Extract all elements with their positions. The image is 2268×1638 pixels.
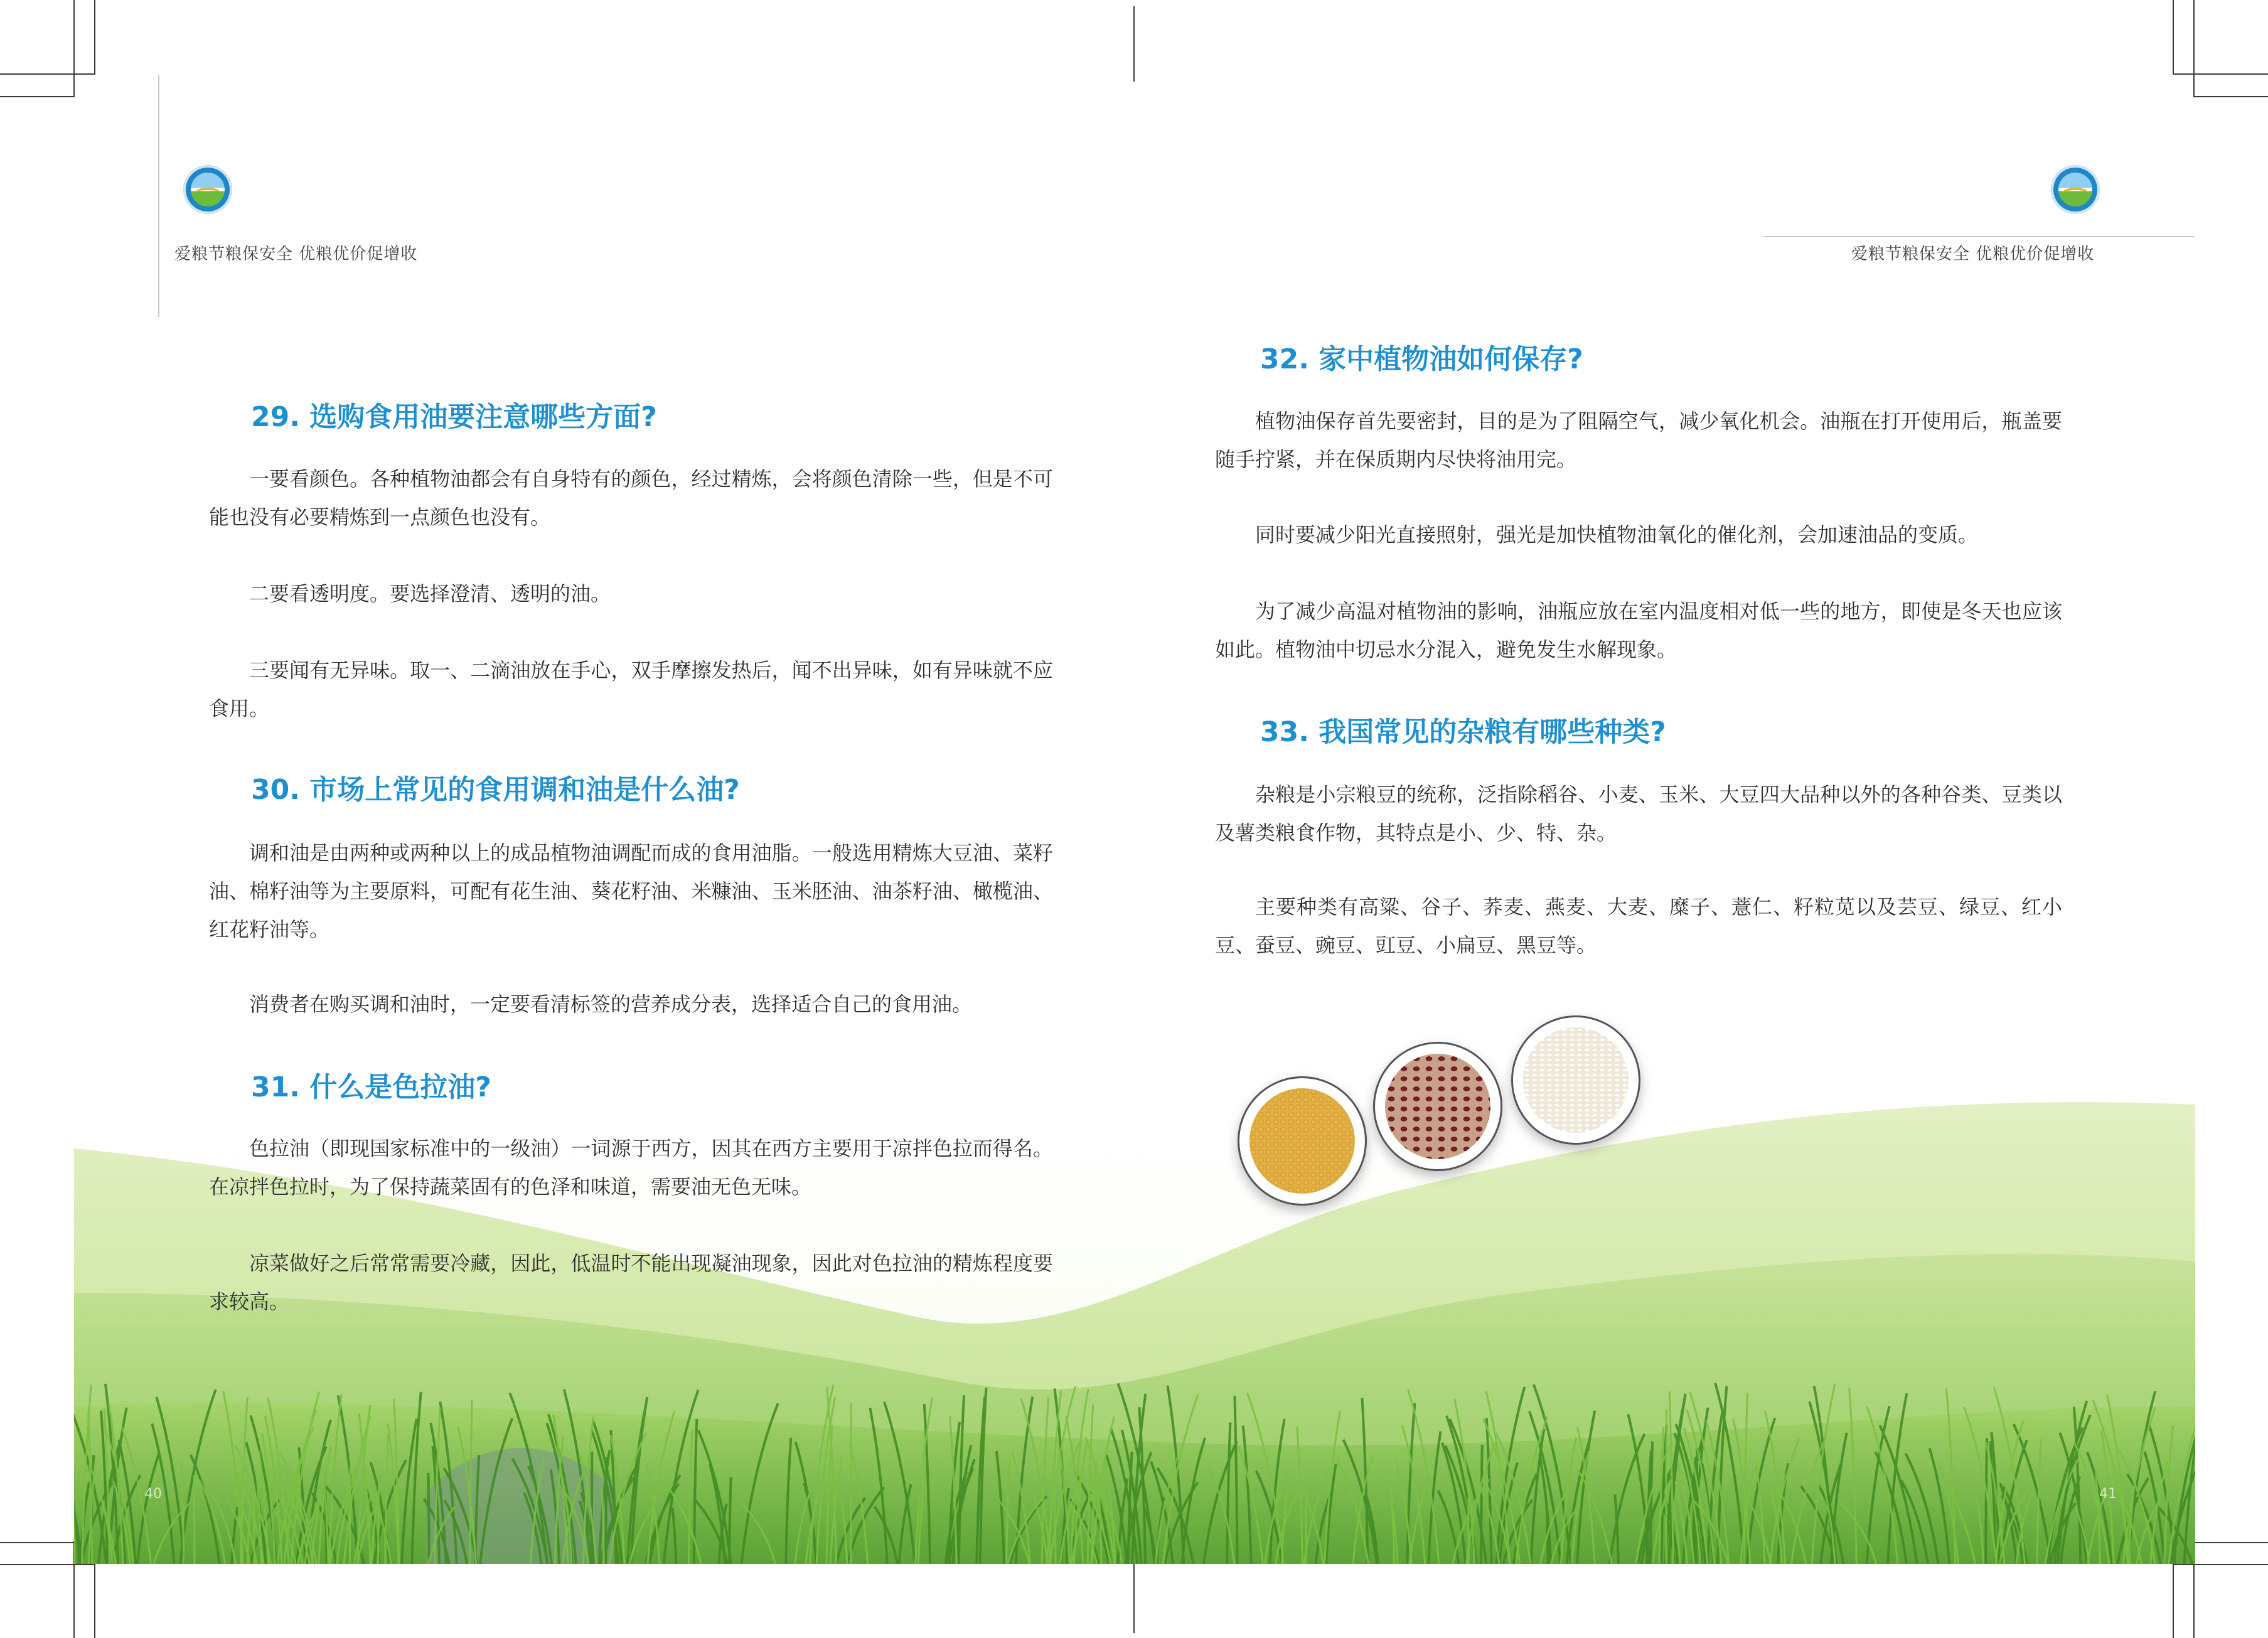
crop-mark	[2173, 73, 2268, 75]
red-bean-bowl	[1373, 1042, 1502, 1171]
question-29-paragraph-2: 二要看透明度。要选择澄清、透明的油。	[249, 582, 611, 606]
header-tagline-left: 爱粮节粮保安全 优粮优价促增收	[174, 245, 418, 264]
crop-mark	[0, 73, 95, 75]
header-divider-horizontal	[1763, 236, 2194, 237]
page-number-left: 40	[144, 1486, 162, 1502]
grain-security-logo-icon	[2051, 165, 2100, 214]
grain-security-logo-icon	[183, 165, 232, 214]
question-29-title: 29. 选购食用油要注意哪些方面?	[251, 401, 657, 433]
question-30-title: 30. 市场上常见的食用调和油是什么油?	[251, 774, 740, 806]
crop-mark	[1133, 1558, 1135, 1633]
crop-mark	[2173, 1564, 2268, 1565]
crop-mark	[2173, 0, 2174, 74]
question-30-paragraph-2: 消费者在购买调和油时，一定要看清标签的营养成分表，选择适合自己的食用油。	[249, 992, 973, 1016]
rice-bowl	[1511, 1015, 1640, 1145]
crop-mark	[73, 0, 75, 97]
crop-mark	[2173, 1564, 2174, 1638]
question-32-paragraph-1: 植物油保存首先要密封，目的是为了阻隔空气，减少氧化机会。油瓶在打开使用后，瓶盖要随手拧紧，并在保质期内尽快将油用完。	[1215, 409, 2062, 471]
crop-mark	[2193, 1542, 2268, 1543]
millet-bowl	[1238, 1076, 1367, 1206]
grass-blade	[428, 1473, 429, 1564]
crop-mark	[0, 96, 74, 97]
header-divider-vertical	[158, 75, 159, 317]
crop-mark	[1133, 6, 1135, 82]
question-32-title: 32. 家中植物油如何保存?	[1260, 343, 1583, 375]
crop-mark	[2193, 0, 2195, 97]
question-31-title: 31. 什么是色拉油?	[251, 1071, 491, 1103]
question-31-paragraph-2: 凉菜做好之后常常需要冷藏，因此，低温时不能出现凝油现象，因此对色拉油的精炼程度要求较高。	[209, 1251, 1053, 1314]
question-33-paragraph-2: 主要种类有高粱、谷子、荞麦、燕麦、大麦、糜子、薏仁、籽粒苋以及芸豆、绿豆、红小豆、蚕豆、豌豆、豇豆、小扁豆、黑豆等。	[1215, 895, 2062, 957]
page-number-right: 41	[2099, 1486, 2117, 1502]
question-33-paragraph-1: 杂粮是小宗粮豆的统称，泛指除稻谷、小麦、玉米、大豆四大品种以外的各种谷类、豆类以及薯类粮食作物，其特点是小、少、特、杂。	[1215, 783, 2062, 845]
grass-blade	[1481, 1445, 1482, 1564]
question-31-paragraph-1: 色拉油（即现国家标准中的一级油）一词源于西方，因其在西方主要用于凉拌色拉而得名。在凉拌色拉时，为了保持蔬菜固有的色泽和味道，需要油无色无味。	[209, 1137, 1053, 1199]
crop-mark	[94, 0, 95, 74]
question-33-title: 33. 我国常见的杂粮有哪些种类?	[1260, 716, 1666, 748]
header-tagline-right: 爱粮节粮保安全 优粮优价促增收	[1851, 245, 2095, 264]
question-30-paragraph-1: 调和油是由两种或两种以上的成品植物油调配而成的食用油脂。一般选用精炼大豆油、菜籽油、棉籽油等为主要原料，可配有花生油、葵花籽油、米糠油、玉米胚油、油茶籽油、橄榄油、红花籽油等。	[209, 841, 1053, 941]
question-32-paragraph-3: 为了减少高温对植物油的影响，油瓶应放在室内温度相对低一些的地方，即使是冬天也应该如此。植物油中切忌水分混入，避免发生水解现象。	[1215, 599, 2062, 661]
crop-mark	[0, 1542, 74, 1543]
question-29-paragraph-3: 三要闻有无异味。取一、二滴油放在手心，双手摩擦发热后，闻不出异味，如有异味就不应食用。	[209, 658, 1053, 720]
crop-mark	[94, 1564, 95, 1638]
crop-mark	[2193, 96, 2268, 97]
crop-mark	[0, 1564, 95, 1565]
question-29-paragraph-1: 一要看颜色。各种植物油都会有自身特有的颜色，经过精炼，会将颜色清除一些，但是不可能也没有必要精炼到一点颜色也没有。	[209, 467, 1053, 529]
question-32-paragraph-2: 同时要减少阳光直接照射，强光是加快植物油氧化的催化剂，会加速油品的变质。	[1255, 523, 1979, 547]
grass-blade	[1986, 1438, 1987, 1564]
